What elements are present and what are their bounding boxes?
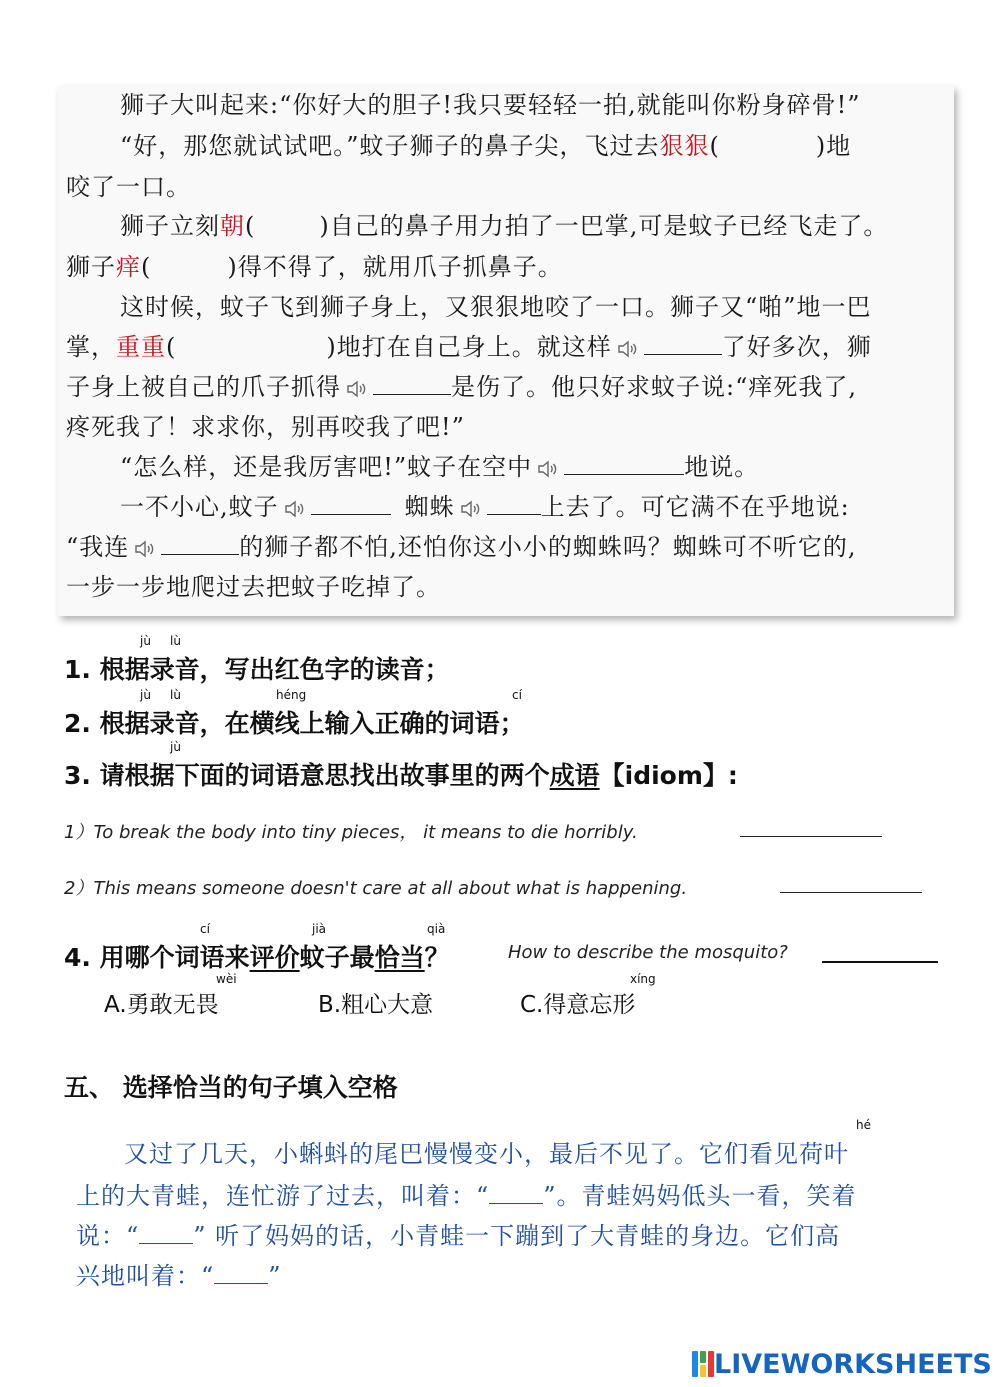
story-line-4: 狮子立刻朝( )自己的鼻子用力拍了一巴掌,可是蚊子已经飞走了。 — [120, 212, 889, 240]
red-word-henhen: 狠狠 — [659, 132, 710, 160]
option-c[interactable]: C.得意忘形 — [520, 992, 636, 1018]
pinyin-qia: qià — [427, 922, 446, 936]
speaker-icon[interactable] — [459, 497, 483, 521]
pinyin-ci: cí — [200, 922, 210, 936]
story-line-2: “好，那您就试试吧。”蚊子狮子的鼻子尖，飞过去狠狠( )地 — [120, 132, 852, 160]
answer-input-henhen[interactable] — [720, 135, 816, 161]
story-line-3: 咬了一口。 — [66, 173, 191, 201]
logo-mark-icon — [692, 1349, 714, 1379]
pinyin-wei: wèi — [216, 972, 237, 986]
speaker-icon[interactable] — [133, 537, 157, 561]
blank-input-frog-1[interactable] — [489, 1183, 543, 1204]
red-word-chao: 朝 — [220, 212, 245, 240]
idiom-word: 成语 — [549, 761, 600, 790]
pinyin-xing: xíng — [630, 972, 656, 986]
blank-input-frog-2[interactable] — [139, 1223, 193, 1244]
pinyin-heng: héng — [276, 688, 307, 702]
pinyin-lu: lù — [170, 634, 181, 648]
story-line-13: 一步一步地爬过去把蚊子吃掉了。 — [66, 573, 441, 601]
section-5-title: 五、 选择恰当的句子填入空格 — [64, 1073, 398, 1102]
pinyin-ju: jù — [140, 634, 151, 648]
answer-input-zhongzhong[interactable] — [176, 336, 326, 362]
red-word-zhongzhong: 重重 — [116, 333, 166, 361]
option-a[interactable]: A.勇敢无畏 — [104, 992, 219, 1018]
story-line-5: 狮子痒( )得不得了，就用爪子抓鼻子。 — [66, 253, 563, 281]
pinyin-ci: cí — [512, 688, 522, 702]
pinyin-he: hé — [856, 1118, 871, 1132]
question-3: 3. 请根据下面的词语意思找出故事里的两个成语【idiom】: — [64, 761, 738, 790]
pinyin-ju: jù — [140, 688, 151, 702]
question-2: 2. 根据录音，在横线上输入正确的词语； — [64, 709, 525, 738]
answer-input-4[interactable] — [822, 961, 938, 963]
story-line-9: 疼死我了！求求你，别再咬我了吧!” — [66, 413, 465, 441]
blank-input-1[interactable] — [644, 332, 722, 355]
speaker-icon[interactable] — [345, 377, 369, 401]
answer-input-3-1[interactable] — [740, 836, 882, 837]
section-5-line-2: 上的大青蛙，连忙游了过去，叫着：“ ”。青蛙妈妈低头一看，笑着 — [76, 1182, 857, 1210]
section-5-line-1: 又过了几天，小蝌蚪的尾巴慢慢变小，最后不见了。它们看见荷叶 — [124, 1140, 849, 1168]
speaker-icon[interactable] — [616, 337, 640, 361]
blank-input-4[interactable] — [311, 492, 391, 515]
story-line-1: 狮子大叫起来:“你好大的胆子!我只要轻轻一拍,就能叫你粉身碎骨!” — [120, 91, 861, 119]
story-line-12: “我连 的狮子都不怕,还怕你这小小的蜘蛛吗？蜘蛛可不听它的, — [66, 533, 857, 561]
liveworksheets-logo[interactable] — [692, 1347, 992, 1381]
question-4-english: How to describe the mosquito? — [508, 942, 788, 963]
word-pingjia: 评价 — [249, 943, 300, 972]
red-word-yang: 痒 — [116, 253, 141, 281]
section-5-line-3: 说：“ ” 听了妈妈的话，小青蛙一下蹦到了大青蛙的身边。它们高 — [76, 1222, 841, 1250]
pinyin-jia: jià — [312, 922, 327, 936]
section-5-line-4: 兴地叫着：“ ” — [76, 1262, 282, 1290]
answer-input-yang[interactable] — [151, 256, 227, 282]
story-line-8: 子身上被自己的爪子抓得 是伤了。他只好求蚊子说:“痒死我了, — [66, 373, 857, 401]
option-b[interactable]: B.粗心大意 — [318, 992, 434, 1018]
blank-input-6[interactable] — [161, 532, 239, 555]
story-line-7: 掌，重重( )地打在自己身上。就这样 了好多次，狮 — [66, 333, 872, 361]
answer-input-3-2[interactable] — [780, 892, 922, 893]
blank-input-3[interactable] — [564, 452, 684, 475]
question-1: 1. 根据录音，写出红色字的读音； — [64, 655, 450, 684]
story-line-11: 一不小心,蚊子 蜘蛛 上去了。可它满不在乎地说: — [120, 493, 850, 521]
logo-text: LIVEWORKSHEETS — [714, 1348, 992, 1380]
blank-input-2[interactable] — [373, 372, 451, 395]
blank-input-frog-3[interactable] — [214, 1263, 268, 1284]
story-box — [58, 86, 954, 616]
question-4: 4. 用哪个词语来评价蚊子最恰当？ — [64, 943, 450, 972]
question-3-sub-1: 1）To break the body into tiny pieces， it means to die horribly. — [64, 822, 638, 843]
blank-input-5[interactable] — [487, 492, 541, 515]
word-qiadang: 恰当 — [374, 943, 425, 972]
story-line-10: “怎么样，还是我厉害吧!”蚊子在空中 地说。 — [120, 453, 760, 481]
answer-input-chao[interactable] — [255, 215, 319, 241]
speaker-icon[interactable] — [536, 457, 560, 481]
story-line-6: 这时候，蚊子飞到狮子身上，又狠狠地咬了一口。狮子又“啪”地一巴 — [120, 293, 872, 321]
question-3-sub-2: 2）This means someone doesn't care at all about what is happening. — [64, 878, 688, 899]
speaker-icon[interactable] — [283, 497, 307, 521]
pinyin-ju: jù — [170, 740, 181, 754]
pinyin-lu: lù — [170, 688, 181, 702]
